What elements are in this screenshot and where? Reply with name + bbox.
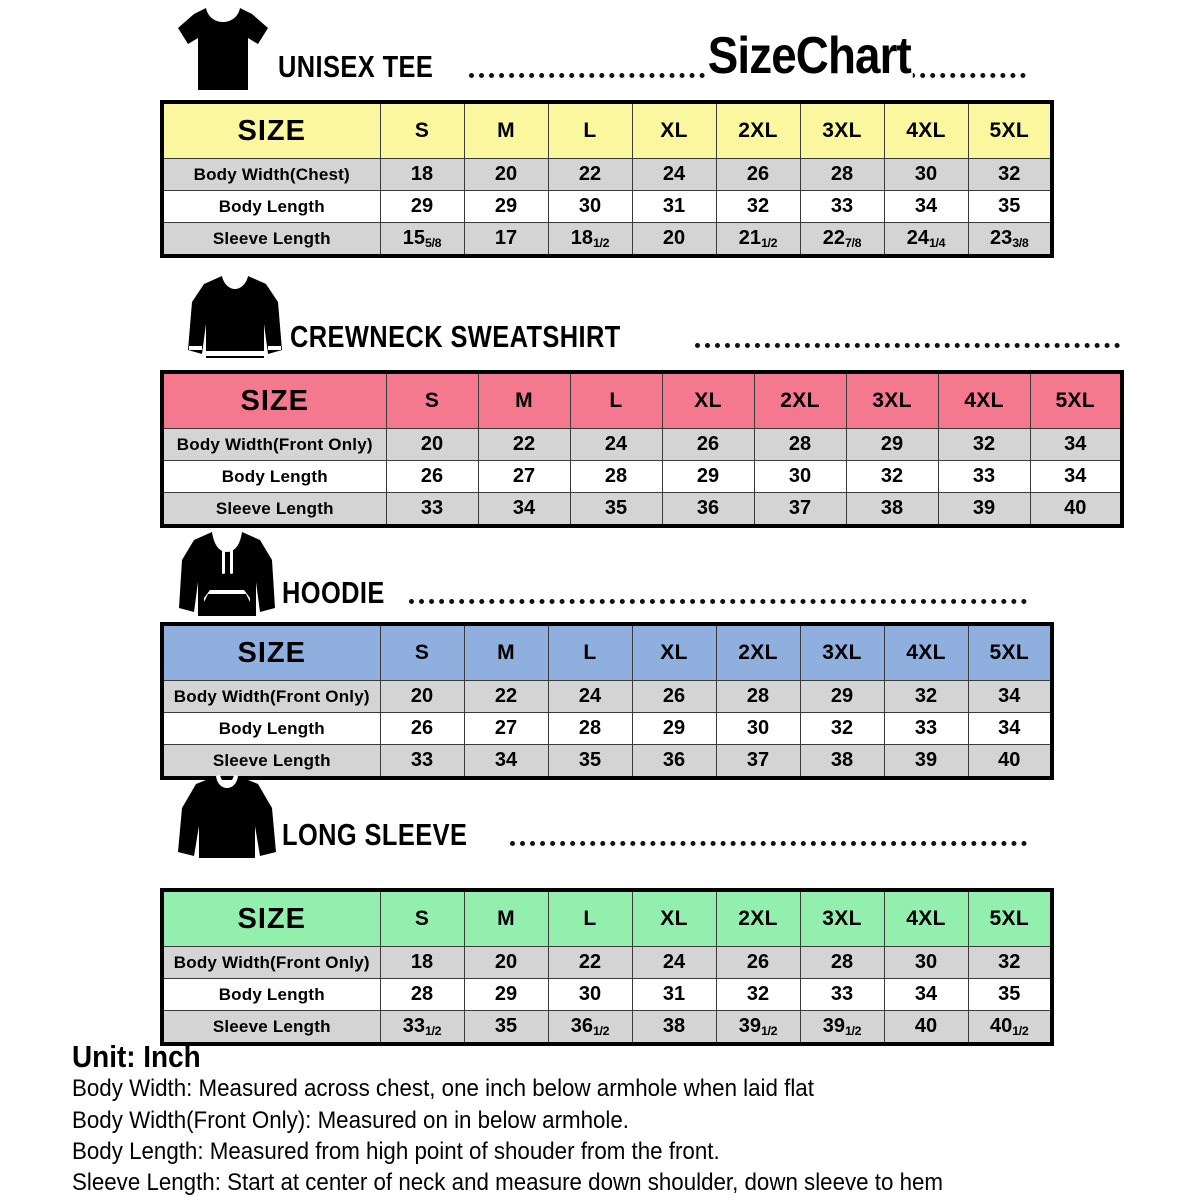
header-size-5xl: 5XL: [1030, 372, 1122, 429]
cell-value: 32: [716, 979, 800, 1011]
note-body-width: Body Width: Measured across chest, one inch below armhole when laid flat: [72, 1075, 814, 1103]
cell-value: 32: [846, 461, 938, 493]
table-row: [162, 191, 1052, 223]
header-size-m: M: [464, 102, 548, 159]
table-header-row: [162, 890, 1052, 947]
cell-value: 20: [386, 429, 478, 461]
header-size-5xl: 5XL: [968, 102, 1052, 159]
cell-value: 155/8: [380, 223, 464, 257]
table-row: [162, 223, 1052, 257]
cell-value: 391/2: [716, 1011, 800, 1045]
cell-value: 29: [380, 191, 464, 223]
row-label: Sleeve Length: [162, 745, 380, 779]
cell-value: 34: [464, 745, 548, 779]
cell-value: 29: [662, 461, 754, 493]
cell-value: 26: [716, 947, 800, 979]
size-table-long-sleeve: [160, 888, 1054, 1046]
header-size-s: S: [380, 890, 464, 947]
size-table-hoodie: [160, 622, 1054, 780]
cell-value: 30: [884, 947, 968, 979]
table-header-row: [162, 624, 1052, 681]
cell-value: 30: [884, 159, 968, 191]
row-label: Body Width(Chest): [162, 159, 380, 191]
leader-dots: [409, 599, 1027, 604]
cell-value: 29: [800, 681, 884, 713]
header-size-s: S: [380, 624, 464, 681]
row-label: Body Length: [162, 191, 380, 223]
row-label: Body Length: [162, 979, 380, 1011]
cell-value: 22: [464, 681, 548, 713]
cell-value: 29: [464, 979, 548, 1011]
cell-value: 26: [662, 429, 754, 461]
cell-value: 227/8: [800, 223, 884, 257]
cell-value: 181/2: [548, 223, 632, 257]
cell-value: 31: [632, 191, 716, 223]
header-size-xl: XL: [632, 624, 716, 681]
cell-value: 29: [464, 191, 548, 223]
cell-value: 20: [464, 159, 548, 191]
row-label: Sleeve Length: [162, 493, 386, 527]
header-size-5xl: 5XL: [968, 624, 1052, 681]
note-body-length: Body Length: Measured from high point of shouder from the front.: [72, 1137, 720, 1165]
size-table-unisex-tee: [160, 100, 1054, 258]
header-size-l: L: [570, 372, 662, 429]
table-row: [162, 493, 1122, 527]
cell-value: 29: [846, 429, 938, 461]
section-header-hoodie: [172, 528, 1027, 620]
header-size-m: M: [478, 372, 570, 429]
cell-value: 35: [464, 1011, 548, 1045]
cell-value: 28: [716, 681, 800, 713]
hoodie-icon: [172, 528, 282, 620]
row-label: Body Width(Front Only): [162, 681, 380, 713]
header-size: SIZE: [162, 890, 380, 947]
row-label: Sleeve Length: [162, 1011, 380, 1045]
cell-value: 32: [800, 713, 884, 745]
cell-value: 38: [846, 493, 938, 527]
cell-value: 30: [548, 191, 632, 223]
cell-value: 37: [754, 493, 846, 527]
cell-value: 29: [632, 713, 716, 745]
section-title-long-sleeve: LONG SLEEVE: [282, 817, 468, 852]
header-size-m: M: [464, 890, 548, 947]
cell-value: 34: [884, 979, 968, 1011]
header-size: SIZE: [162, 372, 386, 429]
table-row: [162, 979, 1052, 1011]
cell-value: 28: [754, 429, 846, 461]
cell-value: 30: [716, 713, 800, 745]
cell-value: 26: [632, 681, 716, 713]
cell-value: 24: [548, 681, 632, 713]
cell-value: 40: [884, 1011, 968, 1045]
cell-value: 22: [548, 947, 632, 979]
header-size-l: L: [548, 890, 632, 947]
cell-value: 233/8: [968, 223, 1052, 257]
header-size-5xl: 5XL: [968, 890, 1052, 947]
cell-value: 26: [380, 713, 464, 745]
row-label: Body Width(Front Only): [162, 947, 380, 979]
sizechart-wordmark: SizeChart: [707, 27, 911, 85]
header-size-4xl: 4XL: [938, 372, 1030, 429]
cell-value: 38: [632, 1011, 716, 1045]
cell-value: 30: [548, 979, 632, 1011]
cell-value: 28: [570, 461, 662, 493]
cell-value: 22: [548, 159, 632, 191]
cell-value: 40: [968, 745, 1052, 779]
cell-value: 26: [716, 159, 800, 191]
header-size-xl: XL: [632, 890, 716, 947]
row-label: Sleeve Length: [162, 223, 380, 257]
tshirt-icon: [168, 2, 278, 94]
crewneck-sweatshirt-icon: [180, 272, 290, 364]
cell-value: 37: [716, 745, 800, 779]
note-sleeve-length: Sleeve Length: Start at center of neck and measure down shoulder, down sleeve to hem: [72, 1169, 944, 1197]
header-size-3xl: 3XL: [800, 102, 884, 159]
table-row: [162, 429, 1122, 461]
header-size: SIZE: [162, 624, 380, 681]
cell-value: 211/2: [716, 223, 800, 257]
header-size-s: S: [380, 102, 464, 159]
header-size-2xl: 2XL: [716, 890, 800, 947]
header-size-3xl: 3XL: [800, 890, 884, 947]
header-size-3xl: 3XL: [846, 372, 938, 429]
cell-value: 35: [968, 979, 1052, 1011]
header-size: SIZE: [162, 102, 380, 159]
cell-value: 32: [884, 681, 968, 713]
header-size-m: M: [464, 624, 548, 681]
table-row: [162, 681, 1052, 713]
cell-value: 40: [1030, 493, 1122, 527]
measurement-notes: [72, 1040, 1182, 1198]
leader-dots: [510, 841, 1027, 846]
cell-value: 24: [570, 429, 662, 461]
table-row: [162, 1011, 1052, 1045]
cell-value: 33: [884, 713, 968, 745]
cell-value: 28: [380, 979, 464, 1011]
section-header-crewneck-sweatshirt: [180, 272, 1120, 364]
row-label: Body Length: [162, 461, 386, 493]
cell-value: 36: [632, 745, 716, 779]
cell-value: 34: [478, 493, 570, 527]
header-size-l: L: [548, 624, 632, 681]
header-size-2xl: 2XL: [716, 102, 800, 159]
cell-value: 38: [800, 745, 884, 779]
section-header-long-sleeve: [172, 770, 1027, 862]
header-size-3xl: 3XL: [800, 624, 884, 681]
cell-value: 30: [754, 461, 846, 493]
cell-value: 24: [632, 159, 716, 191]
cell-value: 33: [386, 493, 478, 527]
long-sleeve-icon: [172, 770, 282, 862]
section-title-unisex-tee: UNISEX TEE: [278, 49, 434, 84]
cell-value: 401/2: [968, 1011, 1052, 1045]
header-size-xl: XL: [632, 102, 716, 159]
header-size-l: L: [548, 102, 632, 159]
cell-value: 34: [1030, 429, 1122, 461]
cell-value: 331/2: [380, 1011, 464, 1045]
cell-value: 20: [380, 681, 464, 713]
cell-value: 34: [1030, 461, 1122, 493]
cell-value: 35: [968, 191, 1052, 223]
cell-value: 32: [716, 191, 800, 223]
table-header-row: [162, 372, 1122, 429]
cell-value: 39: [884, 745, 968, 779]
leader-dots: [695, 343, 1120, 348]
cell-value: 34: [884, 191, 968, 223]
cell-value: 33: [380, 745, 464, 779]
row-label: Body Length: [162, 713, 380, 745]
note-body-width-front-only: Body Width(Front Only): Measured on in below armhole.: [72, 1106, 629, 1134]
cell-value: 24: [632, 947, 716, 979]
cell-value: 39: [938, 493, 1030, 527]
cell-value: 391/2: [800, 1011, 884, 1045]
cell-value: 35: [548, 745, 632, 779]
table-row: [162, 947, 1052, 979]
section-title-crewneck-sweatshirt: CREWNECK SWEATSHIRT: [290, 319, 621, 354]
cell-value: 361/2: [548, 1011, 632, 1045]
table-header-row: [162, 102, 1052, 159]
header-size-2xl: 2XL: [754, 372, 846, 429]
table-row: [162, 713, 1052, 745]
header-size-xl: XL: [662, 372, 754, 429]
cell-value: 26: [386, 461, 478, 493]
cell-value: 28: [800, 159, 884, 191]
cell-value: 36: [662, 493, 754, 527]
header-size-s: S: [386, 372, 478, 429]
cell-value: 20: [464, 947, 548, 979]
cell-value: 241/4: [884, 223, 968, 257]
cell-value: 33: [800, 979, 884, 1011]
cell-value: 20: [632, 223, 716, 257]
row-label: Body Width(Front Only): [162, 429, 386, 461]
cell-value: 33: [800, 191, 884, 223]
unit-label: Unit: Inch: [72, 1039, 201, 1074]
header-size-4xl: 4XL: [884, 624, 968, 681]
table-row: [162, 461, 1122, 493]
header-size-4xl: 4XL: [884, 102, 968, 159]
cell-value: 28: [548, 713, 632, 745]
cell-value: 27: [464, 713, 548, 745]
table-row: [162, 159, 1052, 191]
header-size-4xl: 4XL: [884, 890, 968, 947]
size-table-crewneck-sweatshirt: [160, 370, 1124, 528]
section-title-hoodie: HOODIE: [282, 575, 385, 610]
cell-value: 34: [968, 681, 1052, 713]
cell-value: 22: [478, 429, 570, 461]
cell-value: 27: [478, 461, 570, 493]
cell-value: 32: [968, 947, 1052, 979]
cell-value: 33: [938, 461, 1030, 493]
cell-value: 35: [570, 493, 662, 527]
cell-value: 32: [938, 429, 1030, 461]
cell-value: 17: [464, 223, 548, 257]
cell-value: 18: [380, 947, 464, 979]
cell-value: 34: [968, 713, 1052, 745]
cell-value: 31: [632, 979, 716, 1011]
cell-value: 32: [968, 159, 1052, 191]
header-size-2xl: 2XL: [716, 624, 800, 681]
cell-value: 18: [380, 159, 464, 191]
cell-value: 28: [800, 947, 884, 979]
